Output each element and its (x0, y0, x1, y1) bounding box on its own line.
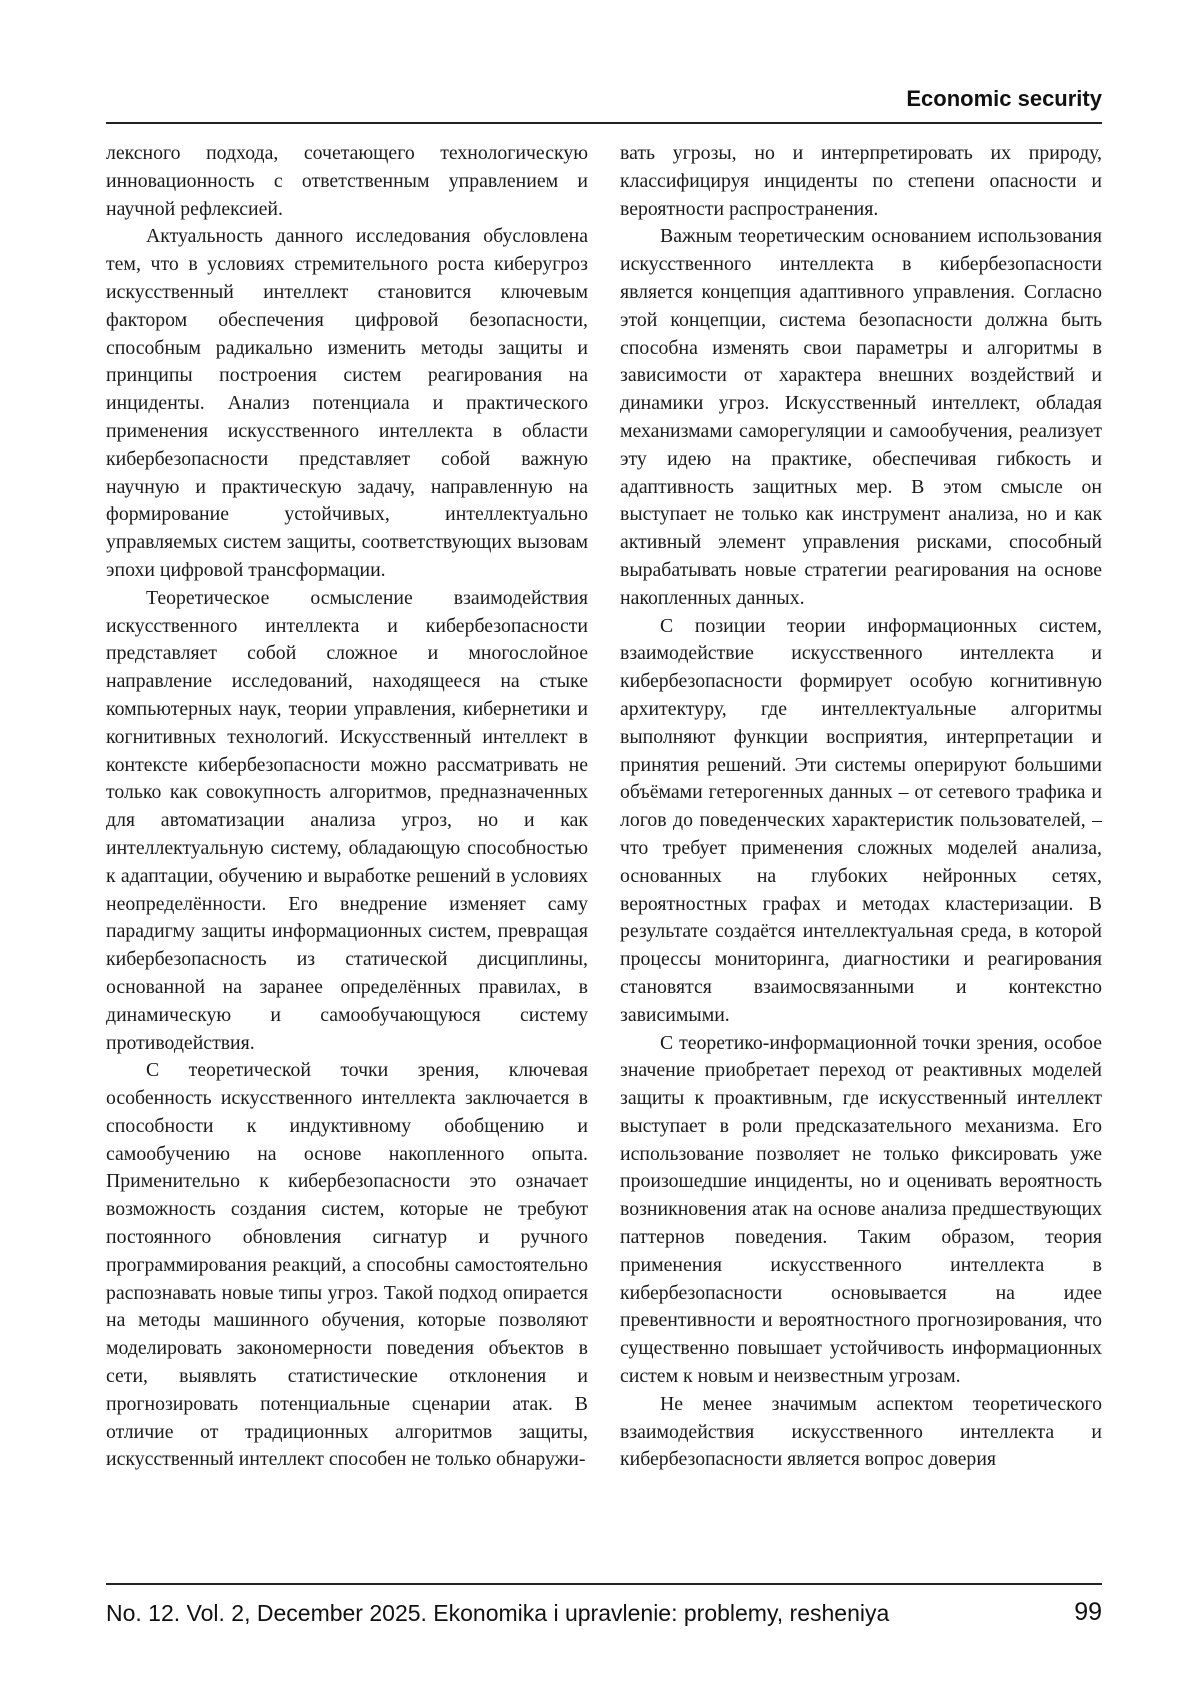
header-rule (106, 122, 1102, 124)
paragraph: вать угрозы, но и интерпретировать их природу, классифицируя инциденты по степени опасности и вероятности распространения. (620, 140, 1102, 223)
paragraph: С позиции теории информационных систем, взаимодействие искусственного интеллекта и кибербезопасности формирует особую когнитивную архитектуру, где интеллектуальные алгоритмы выполняют функции восприятия, интерпретации и принятия решений. Эти системы оперируют большими объёмами гетерогенных данных – от сетевого трафика и логов до поведенческих характеристик пользователей, – что требует применения сложных моделей анализа, основанных на глубоких нейронных сетях, вероятностных графах и методах кластеризации. В результате создаётся интеллектуальная среда, в которой процессы мониторинга, диагностики и реагирования становятся взаимосвязанными и контекстно зависимыми. (620, 613, 1102, 1030)
page-number: 99 (1074, 1598, 1102, 1627)
paragraph: Актуальность данного исследования обусловлена тем, что в условиях стремительного роста киберугроз искусственный интеллект становится ключевым фактором обеспечения цифровой безопасности, способным радикально изменить методы защиты и принципы построения систем реагирования на инциденты. Анализ потенциала и практического применения искусственного интеллекта в области кибербезопасности представляет собой важную научную и практическую задачу, направленную на формирование устойчивых, интеллектуально управляемых систем защиты, соответствующих вызовам эпохи цифровой трансформации. (106, 223, 588, 584)
paragraph: Теоретическое осмысление взаимодействия искусственного интеллекта и кибербезопасности представляет собой сложное и многослойное направление исследований, находящееся на стыке компьютерных наук, теории управления, кибернетики и когнитивных технологий. Искусственный интеллект в контексте кибербезопасности можно рассматривать не только как совокупность алгоритмов, предназначенных для автоматизации анализа угроз, но и как интеллектуальную систему, обладающую способностью к адаптации, обучению и выработке решений в условиях неопределённости. Его внедрение изменяет саму парадигму защиты информационных систем, превращая кибербезопасность из статической дисциплины, основанной на заранее определённых правилах, в динамическую и самообучающуюся систему противодействия. (106, 585, 588, 1058)
paragraph: лексного подхода, сочетающего технологическую инновационность с ответственным управлением и научной рефлексией. (106, 140, 588, 223)
right-column (620, 140, 1102, 1570)
paragraph: С теоретической точки зрения, ключевая особенность искусственного интеллекта заключается в способности к индуктивному обобщению и самообучению на основе накопленного опыта. Применительно к кибербезопасности это означает возможность создания систем, которые не требуют постоянного обновления сигнатур и ручного программирования реакций, а способны самостоятельно распознавать новые типы угроз. Такой подход опирается на методы машинного обучения, которые позволяют моделировать закономерности поведения объектов в сети, выявлять статистические отклонения и прогнозировать потенциальные сценарии атак. В отличие от традиционных алгоритмов защиты, искусственный интеллект способен не только обнаружи- (106, 1057, 588, 1474)
paragraph: Важным теоретическим основанием использования искусственного интеллекта в кибербезопасности является концепция адаптивного управления. Согласно этой концепции, система безопасности должна быть способна изменять свои параметры и алгоритмы в зависимости от характера внешних воздействий и динамики угроз. Искусственный интеллект, обладая механизмами саморегуляции и самообучения, реализует эту идею на практике, обеспечивая гибкость и адаптивность защитных мер. В этом смысле он выступает не только как инструмент анализа, но и как активный элемент управления рисками, способный вырабатывать новые стратегии реагирования на основе накопленных данных. (620, 223, 1102, 612)
paragraph: Не менее значимым аспектом теоретического взаимодействия искусственного интеллекта и кибербезопасности является вопрос доверия (620, 1391, 1102, 1474)
left-column (106, 140, 588, 1570)
running-head: Economic security (106, 86, 1102, 112)
footer-citation: No. 12. Vol. 2, December 2025. Ekonomika i upravlenie: problemy, resheniya (106, 1600, 889, 1627)
journal-page (0, 0, 1200, 1698)
paragraph: С теоретико-информационной точки зрения, особое значение приобретает переход от реактивных моделей защиты к проактивным, где искусственный интеллект выступает в роли предсказательного механизма. Его использование позволяет не только фиксировать уже произошедшие инциденты, но и оценивать вероятность возникновения атак на основе анализа предшествующих паттернов поведения. Таким образом, теория применения искусственного интеллекта в кибербезопасности основывается на идее превентивности и вероятностного прогнозирования, что существенно повышает устойчивость информационных систем к новым и неизвестным угрозам. (620, 1030, 1102, 1391)
footer-rule (106, 1583, 1102, 1585)
